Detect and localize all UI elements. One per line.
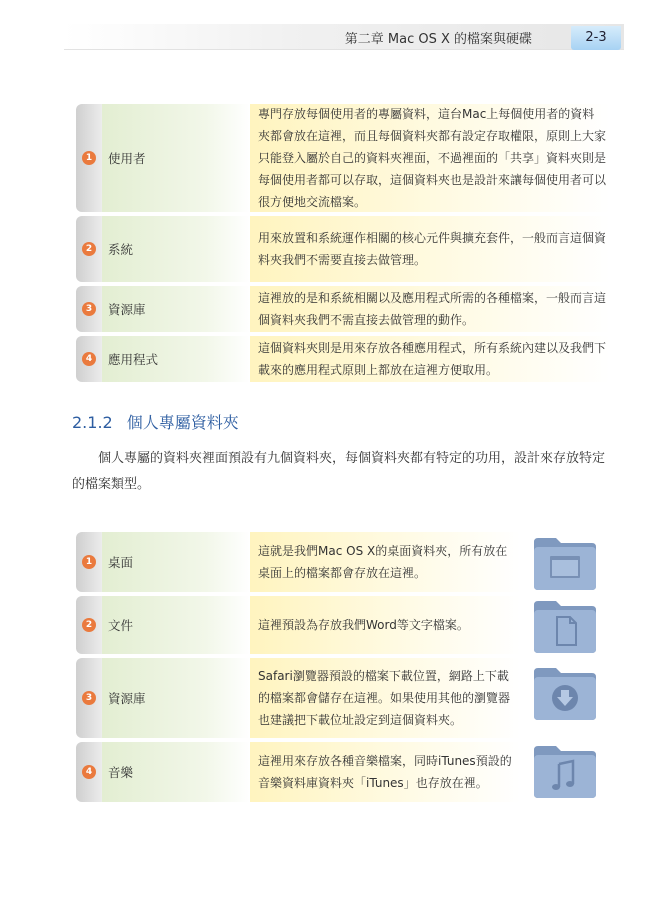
table-row (76, 104, 610, 212)
row-number-cell (76, 104, 102, 212)
number-badge: 1 (82, 555, 96, 569)
term-cell: 音樂 (102, 742, 250, 802)
description-cell: Safari瀏覽器預設的檔案下載位置，網路上下載的檔案都會儲存在這裡。如果使用其他的瀏覽器也建議把下載位址設定到這個資料夾。 (250, 658, 520, 738)
row-number-cell (76, 658, 102, 738)
description-cell: 這就是我們Mac OS X的桌面資料夾，所有放在桌面上的檔案都會存放在這裡。 (250, 532, 520, 592)
section-title: 個人專屬資料夾 (126, 413, 239, 432)
term-cell: 應用程式 (102, 336, 250, 382)
downloads-folder-icon (530, 664, 600, 722)
intro-paragraph: 個人專屬的資料夾裡面預設有九個資料夾，每個資料夾都有特定的功用，設計來存放特定的檔案類型。 (72, 451, 606, 492)
music-folder-icon (530, 742, 600, 800)
row-number-cell (76, 286, 102, 332)
section-heading (72, 410, 239, 433)
number-badge: 4 (82, 352, 96, 366)
number-badge: 2 (82, 618, 96, 632)
table-row (76, 286, 610, 332)
table-row (76, 216, 610, 282)
description-cell: 用來放置和系統運作相關的核心元件與擴充套件，一般而言這個資料夾我們不需要直接去做管理。 (250, 216, 610, 282)
number-badge: 1 (82, 151, 96, 165)
number-badge: 3 (82, 691, 96, 705)
page-header (64, 24, 624, 50)
system-folders-table (76, 104, 610, 386)
row-number-cell (76, 742, 102, 802)
number-badge: 3 (82, 302, 96, 316)
description-cell: 這個資料夾則是用來存放各種應用程式，所有系統內建以及我們下載來的應用程式原則上都放在這裡方便取用。 (250, 336, 610, 382)
desktop-folder-icon (530, 534, 600, 592)
description-cell: 這裡用來存放各種音樂檔案，同時iTunes預設的音樂資料庫資料夾「iTunes」也存放在裡。 (250, 742, 520, 802)
chapter-title: 第二章 Mac OS X 的檔案與硬碟 (344, 32, 532, 47)
number-badge: 4 (82, 765, 96, 779)
row-number-cell (76, 532, 102, 592)
row-number-cell (76, 336, 102, 382)
documents-folder-icon (530, 597, 600, 655)
term-cell: 系統 (102, 216, 250, 282)
row-number-cell (76, 596, 102, 654)
description-cell: 這裡放的是和系統相關以及應用程式所需的各種檔案，一般而言這個資料夾我們不需直接去做管理的動作。 (250, 286, 610, 332)
term-cell: 桌面 (102, 532, 250, 592)
description-cell: 這裡預設為存放我們Word等文字檔案。 (250, 596, 520, 654)
section-number: 2.1.2 (72, 413, 113, 432)
term-cell: 使用者 (102, 104, 250, 212)
description-cell: 專門存放每個使用者的專屬資料，這台Mac上每個使用者的資料夾都會放在這裡，而且每個資料夾都有設定存取權限，原則上大家只能登入屬於自己的資料夾裡面，不過裡面的「共享」資料夾則是每個使用者都可以存取，這個資料夾也是設計來讓每個使用者可以很方便地交流檔案。 (250, 104, 610, 212)
table-row (76, 336, 610, 382)
page-number: 2-3 (571, 26, 621, 50)
row-number-cell (76, 216, 102, 282)
term-cell: 資源庫 (102, 286, 250, 332)
term-cell: 資源庫 (102, 658, 250, 738)
number-badge: 2 (82, 242, 96, 256)
term-cell: 文件 (102, 596, 250, 654)
